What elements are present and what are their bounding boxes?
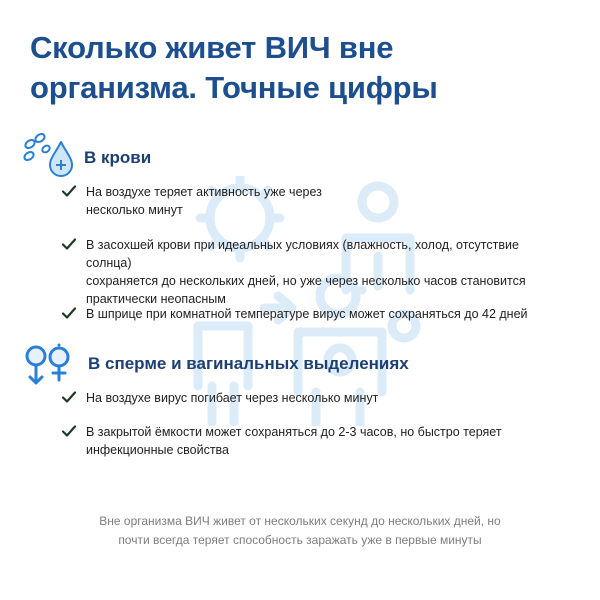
list-item-text [86, 305, 528, 323]
check-icon [62, 425, 76, 437]
list-item-text [86, 236, 562, 308]
page-title [30, 28, 570, 108]
check-icon [62, 185, 76, 197]
list-item-line: В засохшей крови при идеальных условиях (влажность, холод, отсутствие солнца) [86, 238, 519, 270]
page-title-line-2: организма. Точные цифры [30, 70, 438, 105]
list-item-text [86, 183, 322, 219]
list-item-text [86, 389, 378, 407]
check-icon [62, 307, 76, 319]
list-item-line: инфекционные свойства [86, 443, 230, 457]
list-item-line: несколько минут [86, 203, 183, 217]
list-item-line: На воздухе вирус погибает через несколько минут [86, 391, 379, 405]
page-title-line-1: Сколько живет ВИЧ вне [30, 30, 394, 65]
list-item-line: практически неопасным [86, 292, 226, 306]
section-title-fluids: В сперме и вагинальных выделениях [88, 354, 409, 373]
list-item-text [86, 423, 502, 459]
footer-note [60, 512, 540, 550]
list-item-line: сохраняется до нескольких дней, но уже через несколько часов становится [86, 274, 526, 288]
section-title-blood: В крови [84, 148, 152, 167]
list-item-line: В шприце при комнатной температуре вирус может сохраняться до 42 дней [86, 307, 528, 321]
footer-line-2: почти всегда теряет способность заражать уже в первые минуты [118, 533, 482, 547]
blood-drop-icon [20, 130, 76, 180]
gender-symbols-icon [22, 342, 74, 386]
check-icon [62, 238, 76, 250]
list-item-line: В закрытой ёмкости может сохраняться до 2-3 часов, но быстро теряет [86, 425, 502, 439]
check-icon [62, 391, 76, 403]
footer-line-1: Вне организма ВИЧ живет от нескольких секунд до нескольких дней, но [99, 514, 501, 528]
list-item-line: На воздухе теряет активность уже через [86, 185, 322, 199]
